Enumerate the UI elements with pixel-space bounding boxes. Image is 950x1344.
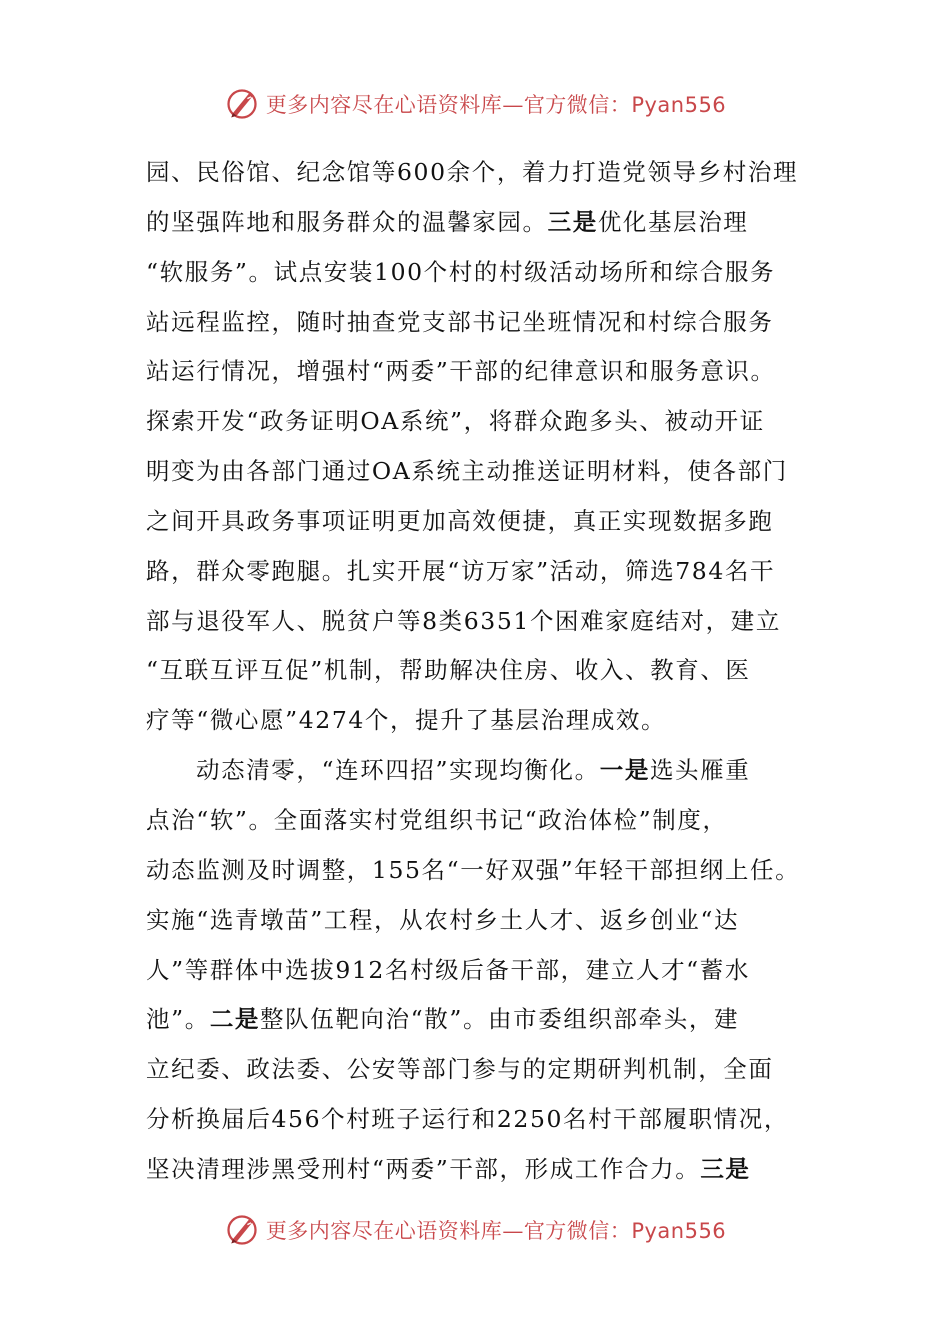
text-line: 站运行情况，增强村“两委”干部的纪律意识和服务意识。 xyxy=(146,357,776,386)
text-line: 园、民俗馆、纪念馆等600余个，着力打造党领导乡村治理 xyxy=(146,158,799,186)
text-line: 动态监测及时调整，155名“一好双强”年轻干部担纲上任。 xyxy=(146,855,801,884)
banner-text xyxy=(266,1215,726,1245)
bold-marker: 一是 xyxy=(599,756,650,785)
bold-marker: 二是 xyxy=(209,1005,261,1034)
text-line: 池”。二是整队伍靶向治“散”。由市委组织部牵头，建 xyxy=(146,1005,740,1034)
text-line: 的坚强阵地和服务群众的温馨家园。三是优化基层治理 xyxy=(146,207,749,236)
text-line: 坚决清理涉黑受刑村“两委”干部，形成工作合力。三是 xyxy=(146,1154,751,1183)
text-line: “软服务”。试点安装100个村的村级活动场所和综合服务 xyxy=(146,257,776,286)
paragraph-start-line: 动态清零，“连环四招”实现均衡化。一是选头雁重 xyxy=(196,756,751,785)
banner-wechat-id: Pyan556 xyxy=(631,1219,727,1243)
text-line: 点治“软”。全面落实村党组织书记“政治体检”制度， xyxy=(146,805,728,834)
text-line: 分析换届后456个村班子运行和2250名村干部履职情况， xyxy=(146,1105,789,1134)
text-line: 实施“选青墩苗”工程，从农村乡土人才、返乡创业“达 xyxy=(146,905,740,934)
document-body xyxy=(146,148,826,1195)
text-line: 人”等群体中选拔912名村级后备干部，建立人才“蓄水 xyxy=(146,955,750,984)
bold-marker: 三是 xyxy=(547,207,598,236)
text-line: 探索开发“政务证明OA系统”，将群众跑多头、被动开证 xyxy=(146,407,765,436)
banner-wechat-id: Pyan556 xyxy=(631,93,727,117)
banner-site-name: 更多内容尽在心语资料库 xyxy=(265,1219,503,1243)
banner-wechat-label: 官方微信： xyxy=(523,1219,632,1243)
text-line: 部与退役军人、脱贫户等8类6351个困难家庭结对，建立 xyxy=(146,606,781,635)
banner-text xyxy=(266,89,726,119)
header-watermark-banner xyxy=(0,82,950,126)
text-line: 立纪委、政法委、公安等部门参与的定期研判机制，全面 xyxy=(146,1055,774,1084)
text-line: 站远程监控，随时抽查党支部书记坐班情况和村综合服务 xyxy=(146,307,774,336)
pen-logo-icon xyxy=(224,86,260,122)
text-line: 之间开具政务事项证明更加高效便捷，真正实现数据多跑 xyxy=(146,506,774,535)
text-line: 路，群众零跑腿。扎实开展“访万家”活动，筛选784名干 xyxy=(146,556,776,585)
banner-separator: — xyxy=(502,93,524,117)
pen-logo-icon xyxy=(224,1212,260,1248)
bold-marker: 三是 xyxy=(700,1154,751,1183)
banner-separator: — xyxy=(502,1219,524,1243)
footer-watermark-banner xyxy=(0,1208,950,1252)
text-line: 疗等“微心愿”4274个，提升了基层治理成效。 xyxy=(146,706,667,735)
banner-wechat-label: 官方微信： xyxy=(523,93,632,117)
banner-site-name: 更多内容尽在心语资料库 xyxy=(265,93,503,117)
text-line: “互联互评互促”机制，帮助解决住房、收入、教育、医 xyxy=(146,656,751,685)
text-line: 明变为由各部门通过OA系统主动推送证明材料，使各部门 xyxy=(146,457,788,486)
